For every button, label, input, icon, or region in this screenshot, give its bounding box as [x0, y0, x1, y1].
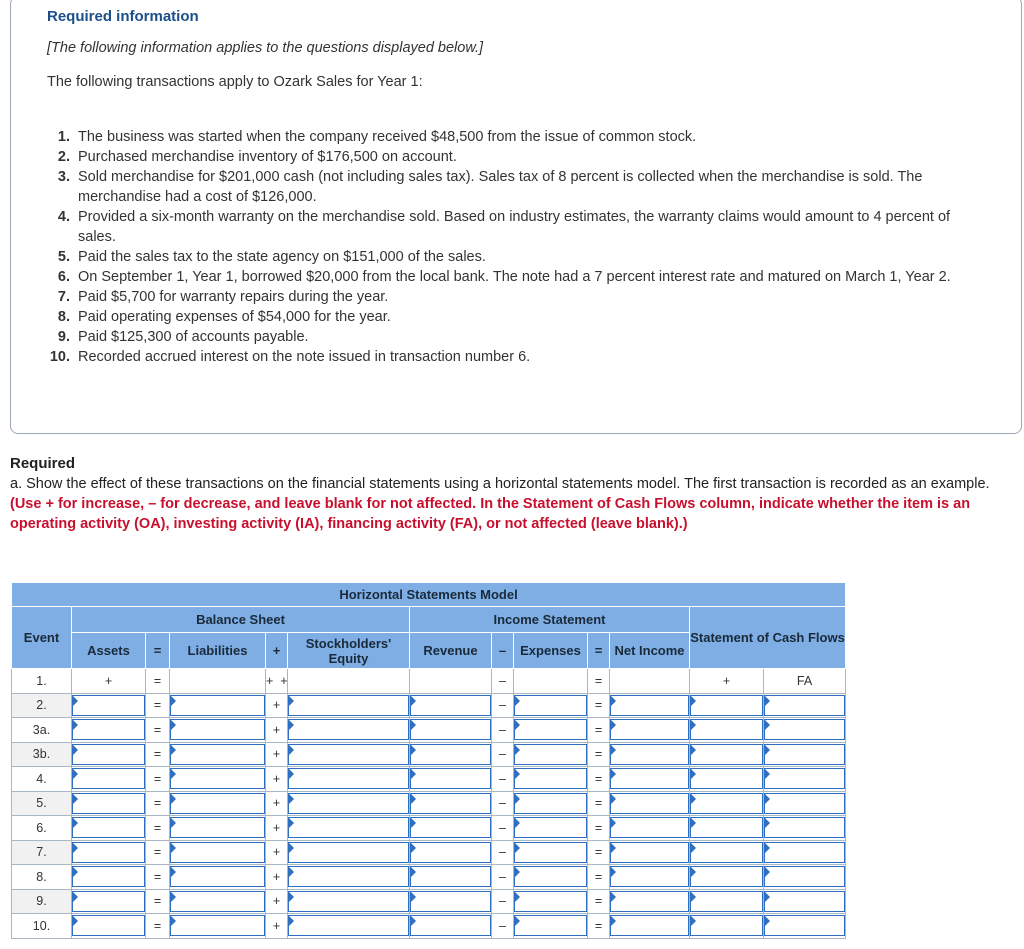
cf-type-input-cell: [764, 889, 846, 914]
liabilities-input[interactable]: [170, 695, 265, 716]
required-guidance: (Use + for increase, – for decrease, and leave blank for not affected. In the Statement of Cash Flows column, indicate whether the item is an operating activity (OA), investing activity (IA), financing activity (FA), or not affected (leave blank).): [10, 496, 971, 532]
cf-type-input-cell: [764, 840, 846, 865]
eq-sign: =: [146, 718, 170, 743]
assets-input[interactable]: [72, 719, 145, 740]
eq-sign-2: =: [588, 889, 610, 914]
expenses-input[interactable]: [514, 915, 587, 936]
equity-input[interactable]: [288, 842, 409, 863]
assets-header: Assets: [72, 633, 146, 669]
expenses-input[interactable]: [514, 768, 587, 789]
eq-sign: =: [146, 693, 170, 718]
transaction-number: 8.: [57, 309, 70, 325]
eq-sign: =: [146, 840, 170, 865]
table-row: [12, 865, 846, 890]
transaction-number: 10.: [49, 349, 70, 365]
cf-sign-input[interactable]: [690, 915, 763, 936]
equity-input[interactable]: [288, 915, 409, 936]
cf-type-input[interactable]: [764, 695, 845, 716]
plus-sign: +: [266, 693, 288, 718]
transaction-text: Recorded accrued interest on the note issued in transaction number 6.: [78, 349, 531, 365]
cf-type-input[interactable]: [764, 719, 845, 740]
assets-input-cell: [72, 791, 146, 816]
balance-sheet-header: Balance Sheet: [72, 607, 410, 633]
expenses-input-cell: [514, 816, 588, 841]
transaction-text: Paid $125,300 of accounts payable.: [78, 329, 309, 345]
revenue-input[interactable]: [410, 842, 491, 863]
event-cell: 4.: [12, 767, 72, 792]
expenses-input[interactable]: [514, 891, 587, 912]
assets-input-cell: [72, 889, 146, 914]
transaction-text: On September 1, Year 1, borrowed $20,000 from the local bank. The note had a 7 percent interest rate and matured on March 1, Year 2.: [78, 269, 951, 285]
transaction-item: [40, 307, 980, 327]
net-income-input[interactable]: [610, 768, 689, 789]
equity-input-cell: [288, 840, 410, 865]
expenses-input-cell: [514, 718, 588, 743]
liabilities-input[interactable]: [170, 768, 265, 789]
transaction-number: 5.: [57, 249, 70, 265]
assets-input[interactable]: [72, 793, 145, 814]
transaction-number: 3.: [57, 169, 70, 185]
cf-sign-input[interactable]: [690, 817, 763, 838]
cf-sign-input-cell: [690, 791, 764, 816]
eq-sign-2: =: [588, 718, 610, 743]
revenue-input-cell: [410, 840, 492, 865]
liabilities-input-cell: [170, 889, 266, 914]
revenue-value: [410, 669, 492, 694]
minus-sign: –: [492, 889, 514, 914]
net-income-input[interactable]: [610, 842, 689, 863]
net-income-input-cell: [610, 767, 690, 792]
equity-input-cell: [288, 865, 410, 890]
net-income-input[interactable]: [610, 793, 689, 814]
minus-sign: –: [492, 865, 514, 890]
eq-sign: =: [146, 914, 170, 939]
assets-input[interactable]: [72, 866, 145, 887]
info-intro: The following transactions apply to Ozark Sales for Year 1:: [47, 74, 423, 90]
assets-input-cell: [72, 840, 146, 865]
event-cell: 5.: [12, 791, 72, 816]
expenses-input[interactable]: [514, 866, 587, 887]
assets-input-cell: [72, 865, 146, 890]
plus-sign: +: [266, 816, 288, 841]
revenue-input-cell: [410, 914, 492, 939]
cf-type-input-cell: [764, 791, 846, 816]
event-cell: 3a.: [12, 718, 72, 743]
minus-sign: –: [492, 914, 514, 939]
expenses-input-cell: [514, 889, 588, 914]
liabilities-input-cell: [170, 693, 266, 718]
table-title: Horizontal Statements Model: [12, 583, 846, 607]
assets-value: +: [72, 669, 146, 694]
revenue-input[interactable]: [410, 891, 491, 912]
plus-sign: +: [266, 914, 288, 939]
eq-sign-2: =: [588, 767, 610, 792]
cf-type-input[interactable]: [764, 817, 845, 838]
liabilities-input[interactable]: [170, 891, 265, 912]
table-row: [12, 816, 846, 841]
revenue-input-cell: [410, 889, 492, 914]
assets-input[interactable]: [72, 842, 145, 863]
cf-sign-value: +: [690, 669, 764, 694]
expenses-input[interactable]: [514, 719, 587, 740]
event-cell: 3b.: [12, 742, 72, 767]
transaction-list: [40, 127, 980, 367]
eq-header-2: =: [588, 633, 610, 669]
cf-type-input[interactable]: [764, 866, 845, 887]
net-income-input-cell: [610, 840, 690, 865]
cf-sign-input-cell: [690, 718, 764, 743]
net-income-input[interactable]: [610, 719, 689, 740]
revenue-input-cell: [410, 767, 492, 792]
revenue-input[interactable]: [410, 793, 491, 814]
eq-header: =: [146, 633, 170, 669]
liabilities-input[interactable]: [170, 842, 265, 863]
assets-input-cell: [72, 718, 146, 743]
liabilities-input[interactable]: [170, 866, 265, 887]
equity-input-cell: [288, 914, 410, 939]
event-cell: 9.: [12, 889, 72, 914]
info-note: [The following information applies to the questions displayed below.]: [47, 40, 484, 56]
eq-sign: =: [146, 791, 170, 816]
event-header: Event: [12, 607, 72, 669]
event-cell: 2.: [12, 693, 72, 718]
eq-sign-2: =: [588, 693, 610, 718]
net-income-input-cell: [610, 865, 690, 890]
transaction-item: [40, 147, 980, 167]
net-income-input-cell: [610, 889, 690, 914]
liabilities-value: [170, 669, 266, 694]
net-income-input[interactable]: [610, 915, 689, 936]
cf-sign-input-cell: [690, 865, 764, 890]
transaction-text: Paid operating expenses of $54,000 for the year.: [78, 309, 391, 325]
expenses-input-cell: [514, 767, 588, 792]
expenses-input[interactable]: [514, 817, 587, 838]
transaction-item: [40, 207, 980, 247]
liabilities-input[interactable]: [170, 793, 265, 814]
expenses-input[interactable]: [514, 793, 587, 814]
revenue-input[interactable]: [410, 817, 491, 838]
expenses-input-cell: [514, 791, 588, 816]
table-row: [12, 669, 846, 694]
equity-input[interactable]: [288, 695, 409, 716]
minus-sign: –: [492, 669, 514, 694]
transaction-number: 4.: [57, 209, 70, 225]
cf-type-input-cell: [764, 693, 846, 718]
required-title: Required: [10, 455, 76, 472]
cf-type-input-cell: [764, 865, 846, 890]
event-cell: 10.: [12, 914, 72, 939]
liabilities-input-cell: [170, 840, 266, 865]
liabilities-input-cell: [170, 742, 266, 767]
minus-sign: –: [492, 767, 514, 792]
transaction-number: 6.: [57, 269, 70, 285]
assets-input[interactable]: [72, 817, 145, 838]
transaction-item: [40, 287, 980, 307]
revenue-input[interactable]: [410, 719, 491, 740]
eq-sign: =: [146, 865, 170, 890]
expenses-input-cell: [514, 742, 588, 767]
cf-sign-input[interactable]: [690, 793, 763, 814]
minus-sign: –: [492, 791, 514, 816]
net-income-input-cell: [610, 791, 690, 816]
eq-sign: =: [146, 889, 170, 914]
transaction-text: Paid $5,700 for warranty repairs during the year.: [78, 289, 389, 305]
eq-sign-2: =: [588, 791, 610, 816]
expenses-input-cell: [514, 840, 588, 865]
cf-sign-input-cell: [690, 889, 764, 914]
net-income-input[interactable]: [610, 891, 689, 912]
table-row: [12, 767, 846, 792]
transaction-number: 2.: [57, 149, 70, 165]
plus-sign: +: [266, 889, 288, 914]
cf-sign-input-cell: [690, 693, 764, 718]
transaction-text: Sold merchandise for $201,000 cash (not including sales tax). Sales tax of 8 percent is collected when the merchandise is sold. The merchandise had a cost of $126,000.: [78, 169, 923, 205]
eq-sign: =: [146, 669, 170, 694]
cf-type-input-cell: [764, 718, 846, 743]
equity-input[interactable]: [288, 768, 409, 789]
event-cell: 7.: [12, 840, 72, 865]
table-row: [12, 914, 846, 939]
transaction-number: 9.: [57, 329, 70, 345]
assets-input[interactable]: [72, 744, 145, 765]
event-cell: 1.: [12, 669, 72, 694]
cf-type-input-cell: [764, 816, 846, 841]
event-cell: 8.: [12, 865, 72, 890]
expenses-input[interactable]: [514, 842, 587, 863]
transaction-item: [40, 267, 980, 287]
cf-sign-input[interactable]: [690, 744, 763, 765]
minus-sign: –: [492, 816, 514, 841]
info-title: Required information: [47, 8, 199, 25]
revenue-input[interactable]: [410, 915, 491, 936]
cf-type-input-cell: [764, 914, 846, 939]
liabilities-input-cell: [170, 865, 266, 890]
cf-sign-input[interactable]: [690, 768, 763, 789]
net-income-input[interactable]: [610, 817, 689, 838]
horizontal-statements-table: [11, 582, 846, 939]
table-row: [12, 840, 846, 865]
plus-sign: +: [266, 718, 288, 743]
transaction-item: [40, 167, 980, 207]
plus-sign: +: [266, 840, 288, 865]
transaction-item: [40, 327, 980, 347]
expenses-input-cell: [514, 914, 588, 939]
equity-input-cell: [288, 816, 410, 841]
assets-input[interactable]: [72, 695, 145, 716]
minus-sign: –: [492, 840, 514, 865]
assets-input-cell: [72, 767, 146, 792]
table-row: [12, 718, 846, 743]
required-text: a. Show the effect of these transactions on the financial statements using a horizontal statements model. The first transaction is recorded as an example.: [10, 476, 990, 492]
revenue-input-cell: [410, 791, 492, 816]
transaction-number: 7.: [57, 289, 70, 305]
cf-sign-input[interactable]: [690, 842, 763, 863]
cf-type-input[interactable]: [764, 793, 845, 814]
cf-sign-input[interactable]: [690, 695, 763, 716]
transaction-text: Provided a six-month warranty on the merchandise sold. Based on industry estimates, the warranty claims would amount to 4 percent of sales.: [78, 209, 951, 245]
equity-input[interactable]: [288, 744, 409, 765]
equity-input[interactable]: [288, 866, 409, 887]
assets-input[interactable]: [72, 891, 145, 912]
equity-input-cell: [288, 767, 410, 792]
cf-type-value: FA: [764, 669, 846, 694]
liabilities-input-cell: [170, 816, 266, 841]
plus-sign: +: [266, 865, 288, 890]
assets-input[interactable]: [72, 915, 145, 936]
net-income-input-cell: [610, 693, 690, 718]
net-income-input-cell: [610, 816, 690, 841]
income-statement-header: Income Statement: [410, 607, 690, 633]
minus-sign: –: [492, 742, 514, 767]
liabilities-input[interactable]: [170, 915, 265, 936]
liabilities-input-cell: [170, 767, 266, 792]
equity-input[interactable]: [288, 817, 409, 838]
table-row: [12, 693, 846, 718]
eq-sign-2: =: [588, 742, 610, 767]
table-row: [12, 889, 846, 914]
revenue-input[interactable]: [410, 866, 491, 887]
transaction-item: [40, 127, 980, 147]
transaction-item: [40, 247, 980, 267]
cash-flows-header: Statement of Cash Flows: [690, 607, 846, 669]
cf-type-input[interactable]: [764, 891, 845, 912]
revenue-input-cell: [410, 865, 492, 890]
assets-input-cell: [72, 742, 146, 767]
cf-type-input[interactable]: [764, 915, 845, 936]
liabilities-input-cell: [170, 791, 266, 816]
net-income-input-cell: [610, 914, 690, 939]
cf-sign-input-cell: [690, 742, 764, 767]
net-income-input[interactable]: [610, 744, 689, 765]
revenue-input-cell: [410, 816, 492, 841]
net-income-input-cell: [610, 718, 690, 743]
transaction-item: [40, 347, 980, 367]
liabilities-input[interactable]: [170, 817, 265, 838]
equity-input-cell: [288, 693, 410, 718]
equity-input-cell: [288, 718, 410, 743]
revenue-input-cell: [410, 693, 492, 718]
minus-header: –: [492, 633, 514, 669]
equity-input[interactable]: [288, 891, 409, 912]
revenue-input[interactable]: [410, 744, 491, 765]
minus-sign: –: [492, 693, 514, 718]
equity-input-cell: [288, 889, 410, 914]
expenses-header: Expenses: [514, 633, 588, 669]
eq-sign: =: [146, 816, 170, 841]
equity-input[interactable]: [288, 793, 409, 814]
cf-sign-input[interactable]: [690, 719, 763, 740]
revenue-input-cell: [410, 718, 492, 743]
minus-sign: –: [492, 718, 514, 743]
expenses-input[interactable]: [514, 744, 587, 765]
eq-sign: =: [146, 742, 170, 767]
plus-sign: +: [266, 767, 288, 792]
cf-sign-input[interactable]: [690, 866, 763, 887]
cf-sign-input-cell: [690, 816, 764, 841]
event-cell: 6.: [12, 816, 72, 841]
eq-sign-2: =: [588, 840, 610, 865]
expenses-input[interactable]: [514, 695, 587, 716]
net-income-input[interactable]: [610, 695, 689, 716]
expenses-value: [514, 669, 588, 694]
eq-sign: =: [146, 767, 170, 792]
cf-type-input[interactable]: [764, 842, 845, 863]
cf-sign-input-cell: [690, 767, 764, 792]
assets-input-cell: [72, 693, 146, 718]
eq-sign-2: =: [588, 914, 610, 939]
net-income-value: [610, 669, 690, 694]
table-row: [12, 742, 846, 767]
cf-sign-input-cell: [690, 914, 764, 939]
cf-type-input-cell: [764, 742, 846, 767]
eq-sign-2: =: [588, 865, 610, 890]
liabilities-input-cell: [170, 718, 266, 743]
liabilities-input-cell: [170, 914, 266, 939]
liabilities-header: Liabilities: [170, 633, 266, 669]
equity-header: Stockholders' Equity: [288, 633, 410, 669]
transaction-number: 1.: [57, 129, 70, 145]
table-row: [12, 791, 846, 816]
revenue-header: Revenue: [410, 633, 492, 669]
net-income-input[interactable]: [610, 866, 689, 887]
assets-input-cell: [72, 914, 146, 939]
transaction-text: The business was started when the company received $48,500 from the issue of common stock.: [78, 129, 697, 145]
cf-type-input[interactable]: [764, 768, 845, 789]
eq-sign-2: =: [588, 669, 610, 694]
eq-sign-2: =: [588, 816, 610, 841]
transaction-text: Purchased merchandise inventory of $176,500 on account.: [78, 149, 457, 165]
net-income-header: Net Income: [610, 633, 690, 669]
equity-input-cell: [288, 791, 410, 816]
cf-type-input[interactable]: [764, 744, 845, 765]
liabilities-input[interactable]: [170, 719, 265, 740]
assets-input[interactable]: [72, 768, 145, 789]
equity-input-cell: [288, 742, 410, 767]
expenses-input-cell: [514, 865, 588, 890]
cf-type-input-cell: [764, 767, 846, 792]
required-instructions: [10, 474, 1020, 534]
plus-header: +: [266, 633, 288, 669]
expenses-input-cell: [514, 693, 588, 718]
revenue-input[interactable]: [410, 768, 491, 789]
equity-input[interactable]: [288, 719, 409, 740]
net-income-input-cell: [610, 742, 690, 767]
transaction-text: Paid the sales tax to the state agency on $151,000 of the sales.: [78, 249, 486, 265]
cf-sign-input[interactable]: [690, 891, 763, 912]
equity-value: [288, 669, 410, 694]
revenue-input-cell: [410, 742, 492, 767]
liabilities-input[interactable]: [170, 744, 265, 765]
plus-sign: +: [266, 742, 288, 767]
plus-sign: +: [266, 791, 288, 816]
revenue-input[interactable]: [410, 695, 491, 716]
plus-sign: + +: [266, 669, 288, 694]
cf-sign-input-cell: [690, 840, 764, 865]
assets-input-cell: [72, 816, 146, 841]
